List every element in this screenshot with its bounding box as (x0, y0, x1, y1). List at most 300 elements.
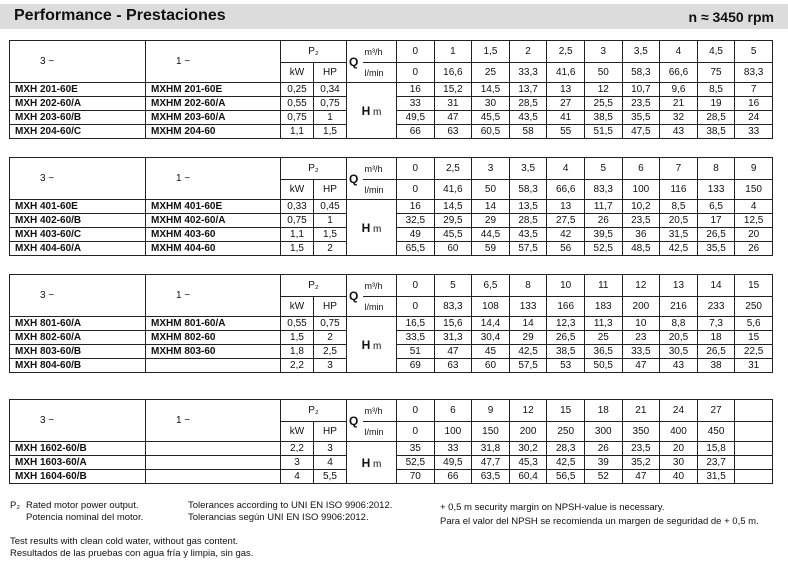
phase-3-label: 3 ~ (10, 41, 146, 83)
head-value: 31 (434, 97, 472, 111)
hp-label: HP (314, 297, 347, 317)
model-1ph: MXHM 202-60/A (146, 97, 281, 111)
flow-lmin-cell: 233 (697, 297, 735, 317)
kw-label: kW (281, 297, 314, 317)
flow-lmin-cell: 100 (622, 180, 660, 200)
flow-lmin-cell: 250 (735, 297, 773, 317)
flow-m3h-cell: 5 (584, 158, 622, 180)
head-value: 36 (622, 228, 660, 242)
head-value: 18 (697, 331, 735, 345)
head-value: 25 (584, 331, 622, 345)
head-value: 16 (397, 83, 435, 97)
head-value: 12 (584, 83, 622, 97)
head-value: 42,5 (660, 242, 698, 256)
head-value: 65,5 (397, 242, 435, 256)
model-3ph: MXH 203-60/B (10, 111, 146, 125)
hp-label: HP (314, 180, 347, 200)
lmin-unit: l/min (363, 297, 397, 317)
flow-m3h-cell: 3 (584, 41, 622, 63)
flow-m3h-cell: 6 (434, 400, 472, 422)
power-hp: 2 (314, 331, 347, 345)
lmin-unit: l/min (363, 422, 397, 442)
model-3ph: MXH 401-60E (10, 200, 146, 214)
head-value: 12,3 (547, 317, 585, 331)
flow-lmin-cell: 66,6 (547, 180, 585, 200)
flow-lmin-cell: 0 (397, 180, 435, 200)
h-letter: H (361, 220, 371, 235)
head-value: 15,6 (434, 317, 472, 331)
head-value: 47,7 (472, 456, 510, 470)
head-value: 4 (735, 200, 773, 214)
head-value: 26 (735, 242, 773, 256)
flow-m3h-cell: 10 (547, 275, 585, 297)
header-bar (0, 4, 788, 29)
head-value: 63 (434, 359, 472, 373)
model-1ph: MXHM 803-60 (146, 345, 281, 359)
head-label (347, 442, 397, 484)
head-value: 33,5 (622, 345, 660, 359)
p2-label: P₂ (281, 158, 347, 180)
flow-lmin-cell: 75 (697, 63, 735, 83)
model-3ph: MXH 202-60/A (10, 97, 146, 111)
model-1ph: MXHM 801-60/A (146, 317, 281, 331)
head-value: 63,5 (472, 470, 510, 484)
npsh-note-en: + 0,5 m security margin on NPSH-value is necessary. (440, 502, 665, 513)
head-value (735, 456, 773, 470)
flow-m3h-cell: 6 (622, 158, 660, 180)
flow-m3h-cell: 3,5 (622, 41, 660, 63)
head-value (735, 442, 773, 456)
flow-lmin-cell: 250 (547, 422, 585, 442)
head-value: 55 (547, 125, 585, 139)
head-value: 13 (547, 83, 585, 97)
p2-note-en: Rated motor power output. (26, 500, 139, 511)
head-value: 29,5 (434, 214, 472, 228)
flow-lmin-cell: 108 (472, 297, 510, 317)
head-value: 51,5 (584, 125, 622, 139)
phase-3-label: 3 ~ (10, 275, 146, 317)
head-value: 41 (547, 111, 585, 125)
flow-m3h-cell: 2,5 (434, 158, 472, 180)
head-value: 52,5 (397, 456, 435, 470)
flow-lmin-cell: 200 (509, 422, 547, 442)
model-3ph: MXH 803-60/B (10, 345, 146, 359)
flow-m3h-cell: 0 (397, 41, 435, 63)
flow-m3h-cell: 0 (397, 158, 435, 180)
head-value: 21 (660, 97, 698, 111)
flow-m3h-cell: 2 (509, 41, 547, 63)
head-value: 28,5 (697, 111, 735, 125)
m-unit: m (373, 106, 382, 118)
head-value: 28,5 (509, 214, 547, 228)
power-kw: 2,2 (281, 442, 314, 456)
head-value: 60 (472, 359, 510, 373)
head-value: 35,2 (622, 456, 660, 470)
head-value: 63 (434, 125, 472, 139)
m3h-unit: m³/h (363, 275, 397, 297)
phase-1-label: 1 ~ (146, 275, 281, 317)
npsh-note-es: Para el valor del NPSH se recomienda un margen de seguridad de + 0,5 m. (440, 516, 759, 527)
flow-lmin-cell: 200 (622, 297, 660, 317)
head-value: 56,5 (547, 470, 585, 484)
head-value: 47 (434, 345, 472, 359)
flow-lmin-cell: 41,6 (547, 63, 585, 83)
head-value: 23,5 (622, 214, 660, 228)
head-value (735, 470, 773, 484)
head-value: 27,5 (547, 214, 585, 228)
flow-lmin-cell: 58,3 (509, 180, 547, 200)
flow-lmin-cell: 300 (584, 422, 622, 442)
head-value: 42,5 (509, 345, 547, 359)
model-3ph: MXH 201-60E (10, 83, 146, 97)
head-value: 35,5 (697, 242, 735, 256)
flow-m3h-cell: 15 (547, 400, 585, 422)
head-value: 19 (697, 97, 735, 111)
model-3ph: MXH 801-60/A (10, 317, 146, 331)
flow-m3h-cell: 2,5 (547, 41, 585, 63)
flow-lmin-cell: 100 (434, 422, 472, 442)
head-value: 43 (660, 359, 698, 373)
head-value: 56 (547, 242, 585, 256)
head-value: 10,7 (622, 83, 660, 97)
head-value: 16,5 (397, 317, 435, 331)
flow-m3h-cell: 24 (660, 400, 698, 422)
head-value: 45,5 (434, 228, 472, 242)
head-value: 20 (735, 228, 773, 242)
head-value: 24 (735, 111, 773, 125)
model-3ph: MXH 404-60/A (10, 242, 146, 256)
head-value: 45,5 (472, 111, 510, 125)
head-value: 23 (622, 331, 660, 345)
flow-m3h-cell: 12 (509, 400, 547, 422)
flow-lmin-cell: 66,6 (660, 63, 698, 83)
model-3ph: MXH 1602-60/B (10, 442, 146, 456)
head-value: 25,5 (584, 97, 622, 111)
head-value: 15,8 (697, 442, 735, 456)
flow-lmin-cell: 183 (584, 297, 622, 317)
power-kw: 1,5 (281, 242, 314, 256)
hp-label: HP (314, 422, 347, 442)
head-value: 30 (660, 456, 698, 470)
head-value: 47 (434, 111, 472, 125)
head-value: 43,5 (509, 111, 547, 125)
m-unit: m (373, 458, 382, 470)
table-row (10, 83, 773, 97)
head-value: 11,3 (584, 317, 622, 331)
head-value: 70 (397, 470, 435, 484)
head-value: 57,5 (509, 242, 547, 256)
head-value: 10,2 (622, 200, 660, 214)
flow-m3h-cell: 21 (622, 400, 660, 422)
flow-lmin-cell: 166 (547, 297, 585, 317)
head-value: 35 (397, 442, 435, 456)
p2-label: P₂ (281, 41, 347, 63)
flow-m3h-cell: 27 (697, 400, 735, 422)
head-value: 26 (584, 214, 622, 228)
head-value: 44,5 (472, 228, 510, 242)
hp-label: HP (314, 63, 347, 83)
flow-lmin-cell: 350 (622, 422, 660, 442)
head-value: 40 (660, 470, 698, 484)
head-value: 30,4 (472, 331, 510, 345)
phase-1-label: 1 ~ (146, 400, 281, 442)
model-1ph (146, 359, 281, 373)
phase-3-label: 3 ~ (10, 400, 146, 442)
head-value: 58 (509, 125, 547, 139)
head-value: 59 (472, 242, 510, 256)
p2-note-es: Potencia nominal del motor. (26, 512, 144, 523)
head-value: 60,5 (472, 125, 510, 139)
power-kw: 1,1 (281, 125, 314, 139)
head-value: 38,5 (584, 111, 622, 125)
flow-lmin-cell: 0 (397, 422, 435, 442)
flow-m3h-cell: 8 (509, 275, 547, 297)
m3h-unit: m³/h (363, 400, 397, 422)
head-value: 60,4 (509, 470, 547, 484)
tolerance-note-es: Tolerancias según UNI EN ISO 9906:2012. (188, 512, 369, 523)
head-value: 20,5 (660, 214, 698, 228)
rpm-label: n ≈ 3450 rpm (688, 9, 774, 25)
model-3ph: MXH 204-60/C (10, 125, 146, 139)
head-value: 49,5 (434, 456, 472, 470)
flow-m3h-cell: 6,5 (472, 275, 510, 297)
test-note-en: Test results with clean cold water, without gas content. (10, 536, 239, 547)
power-hp: 0,75 (314, 97, 347, 111)
head-value: 43 (660, 125, 698, 139)
head-value: 14,5 (434, 200, 472, 214)
head-value: 52,5 (584, 242, 622, 256)
head-value: 31,5 (660, 228, 698, 242)
h-letter: H (361, 337, 371, 352)
flow-m3h-cell: 15 (735, 275, 773, 297)
head-value: 30 (472, 97, 510, 111)
phase-1-label: 1 ~ (146, 41, 281, 83)
head-value: 10 (622, 317, 660, 331)
flow-m3h-cell: 12 (622, 275, 660, 297)
power-kw: 1,8 (281, 345, 314, 359)
model-1ph: MXHM 403-60 (146, 228, 281, 242)
head-value: 57,5 (509, 359, 547, 373)
power-kw: 0,55 (281, 317, 314, 331)
model-3ph: MXH 1603-60/A (10, 456, 146, 470)
flow-m3h-cell (735, 400, 773, 422)
head-value: 45,3 (509, 456, 547, 470)
head-value: 33 (735, 125, 773, 139)
head-value: 66 (397, 125, 435, 139)
flow-lmin-cell: 116 (660, 180, 698, 200)
head-value: 43,5 (509, 228, 547, 242)
head-value: 14,5 (472, 83, 510, 97)
head-value: 20 (660, 442, 698, 456)
head-value: 14 (509, 317, 547, 331)
head-value: 33 (397, 97, 435, 111)
lmin-unit: l/min (363, 180, 397, 200)
head-value: 23,5 (622, 442, 660, 456)
head-value: 50,5 (584, 359, 622, 373)
power-kw: 2,2 (281, 359, 314, 373)
flow-lmin-cell: 16,6 (434, 63, 472, 83)
head-value: 14,4 (472, 317, 510, 331)
flow-m3h-cell: 4 (660, 41, 698, 63)
flow-lmin-cell: 0 (397, 297, 435, 317)
model-1ph: MXHM 402-60/A (146, 214, 281, 228)
tolerance-note-en: Tolerances according to UNI EN ISO 9906:2012. (188, 500, 393, 511)
flow-lmin-cell: 83,3 (434, 297, 472, 317)
h-letter: H (361, 103, 371, 118)
table-row (10, 442, 773, 456)
power-kw: 0,33 (281, 200, 314, 214)
power-hp: 5,5 (314, 470, 347, 484)
head-value: 66 (434, 470, 472, 484)
power-hp: 1 (314, 111, 347, 125)
head-value: 48,5 (622, 242, 660, 256)
head-value: 47 (622, 359, 660, 373)
flow-lmin-cell: 50 (584, 63, 622, 83)
flow-lmin-cell: 150 (735, 180, 773, 200)
q-label: Q (347, 158, 363, 200)
power-kw: 0,25 (281, 83, 314, 97)
head-value: 9,6 (660, 83, 698, 97)
test-note-es: Resultados de las pruebas con agua fría y limpia, sin gas. (10, 548, 254, 559)
q-label: Q (347, 41, 363, 83)
model-1ph (146, 470, 281, 484)
head-value: 47,5 (622, 125, 660, 139)
head-value: 39,5 (584, 228, 622, 242)
head-value: 32 (660, 111, 698, 125)
model-1ph: MXHM 401-60E (146, 200, 281, 214)
flow-m3h-cell: 14 (697, 275, 735, 297)
model-1ph: MXHM 203-60/A (146, 111, 281, 125)
table-row (10, 317, 773, 331)
h-letter: H (361, 455, 371, 470)
head-value: 39 (584, 456, 622, 470)
flow-m3h-cell: 3 (472, 158, 510, 180)
head-value: 36,5 (584, 345, 622, 359)
flow-lmin-cell: 25 (472, 63, 510, 83)
head-value: 27 (547, 97, 585, 111)
head-value: 13,7 (509, 83, 547, 97)
flow-lmin-cell: 400 (660, 422, 698, 442)
power-kw: 0,75 (281, 214, 314, 228)
m3h-unit: m³/h (363, 158, 397, 180)
flow-lmin-cell: 50 (472, 180, 510, 200)
model-3ph: MXH 403-60/C (10, 228, 146, 242)
head-value: 69 (397, 359, 435, 373)
head-value: 53 (547, 359, 585, 373)
flow-lmin-cell: 450 (697, 422, 735, 442)
head-value: 29 (472, 214, 510, 228)
p2-label: P₂ (281, 400, 347, 422)
head-value: 31,8 (472, 442, 510, 456)
flow-lmin-cell: 58,3 (622, 63, 660, 83)
power-kw: 1,1 (281, 228, 314, 242)
head-value: 7 (735, 83, 773, 97)
kw-label: kW (281, 180, 314, 200)
model-3ph: MXH 1604-60/B (10, 470, 146, 484)
model-3ph: MXH 804-60/B (10, 359, 146, 373)
head-value: 23,5 (622, 97, 660, 111)
head-value: 35,5 (622, 111, 660, 125)
flow-m3h-cell: 8 (697, 158, 735, 180)
model-1ph (146, 456, 281, 470)
phase-3-label: 3 ~ (10, 158, 146, 200)
power-kw: 3 (281, 456, 314, 470)
flow-m3h-cell: 9 (472, 400, 510, 422)
kw-label: kW (281, 422, 314, 442)
head-value: 11,7 (584, 200, 622, 214)
power-hp: 4 (314, 456, 347, 470)
power-hp: 1 (314, 214, 347, 228)
head-value: 31 (735, 359, 773, 373)
head-value: 30,2 (509, 442, 547, 456)
head-value: 42,5 (547, 456, 585, 470)
power-hp: 0,45 (314, 200, 347, 214)
flow-m3h-cell: 13 (660, 275, 698, 297)
model-1ph: MXHM 204-60 (146, 125, 281, 139)
head-value: 38,5 (547, 345, 585, 359)
head-value: 17 (697, 214, 735, 228)
head-value: 8,5 (697, 83, 735, 97)
head-value: 38,5 (697, 125, 735, 139)
head-value: 13 (547, 200, 585, 214)
head-value: 15,2 (434, 83, 472, 97)
lmin-unit: l/min (363, 63, 397, 83)
model-1ph (146, 442, 281, 456)
flow-m3h-cell: 3,5 (509, 158, 547, 180)
q-label: Q (347, 400, 363, 442)
flow-lmin-cell: 83,3 (584, 180, 622, 200)
head-value: 5,6 (735, 317, 773, 331)
table-row (10, 200, 773, 214)
power-hp: 1,5 (314, 228, 347, 242)
head-value: 29 (509, 331, 547, 345)
head-value: 12,5 (735, 214, 773, 228)
power-hp: 3 (314, 442, 347, 456)
p2-symbol: P₂ (10, 500, 21, 511)
flow-m3h-cell: 1,5 (472, 41, 510, 63)
head-value: 33 (434, 442, 472, 456)
power-kw: 4 (281, 470, 314, 484)
head-label (347, 83, 397, 139)
head-value: 49,5 (397, 111, 435, 125)
flow-m3h-cell: 0 (397, 400, 435, 422)
power-hp: 3 (314, 359, 347, 373)
flow-m3h-cell: 5 (434, 275, 472, 297)
model-3ph: MXH 802-60/A (10, 331, 146, 345)
p2-label: P₂ (281, 275, 347, 297)
flow-lmin-cell: 33,3 (509, 63, 547, 83)
flow-lmin-cell: 216 (660, 297, 698, 317)
power-kw: 0,75 (281, 111, 314, 125)
flow-m3h-cell: 1 (434, 41, 472, 63)
flow-lmin-cell: 150 (472, 422, 510, 442)
power-hp: 2 (314, 242, 347, 256)
power-hp: 0,75 (314, 317, 347, 331)
head-value: 45 (472, 345, 510, 359)
model-1ph: MXHM 404-60 (146, 242, 281, 256)
flow-lmin-cell: 0 (397, 63, 435, 83)
head-value: 42 (547, 228, 585, 242)
flow-lmin-cell: 133 (697, 180, 735, 200)
phase-1-label: 1 ~ (146, 158, 281, 200)
head-value: 38 (697, 359, 735, 373)
power-hp: 0,34 (314, 83, 347, 97)
head-value: 26,5 (697, 345, 735, 359)
head-value: 22,5 (735, 345, 773, 359)
flow-lmin-cell (735, 422, 773, 442)
performance-table (9, 157, 773, 256)
flow-m3h-cell: 0 (397, 275, 435, 297)
